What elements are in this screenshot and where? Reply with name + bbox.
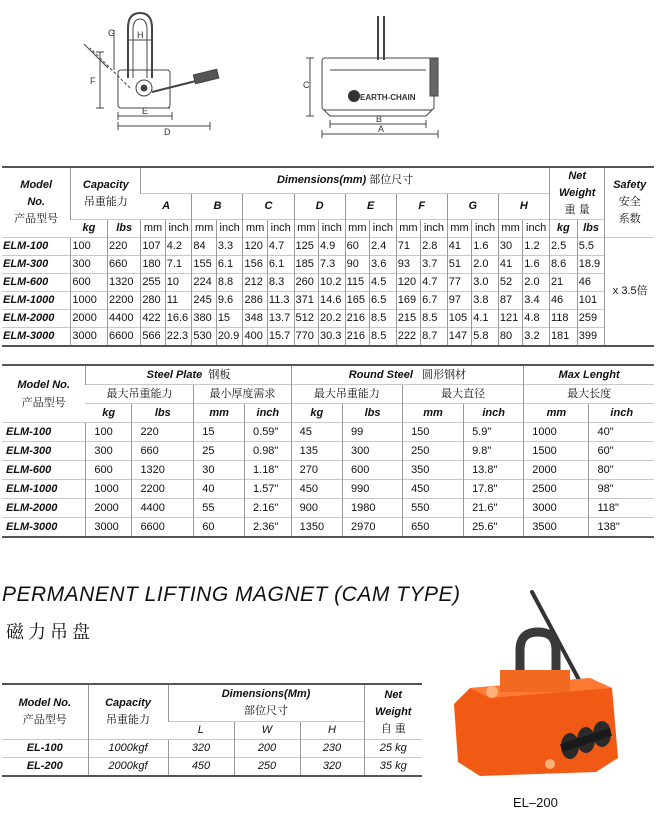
model-cell: ELM-600 (2, 461, 86, 480)
dim-letter-h: H (498, 194, 549, 220)
safety-factor-cell: x 3.5倍 (605, 238, 654, 347)
dimension-cell: 286 (243, 292, 267, 310)
t2-sub-max-capacity-round: 最大吊重能力 (291, 385, 402, 404)
weight-lbs-cell: 259 (577, 310, 605, 328)
t3-header-h: H (300, 722, 364, 740)
dimension-cell: 4.5 (370, 274, 397, 292)
t3-header-capacity: Capacity 吊重能力 (88, 684, 168, 740)
model-cell: ELM-600 (2, 274, 71, 292)
dimension-cell: 147 (447, 328, 471, 347)
weight-cell: 25 kg (364, 740, 422, 758)
value-cell: 1.18" (245, 461, 292, 480)
model-cell: ELM-100 (2, 238, 71, 256)
model-cell: EL-200 (2, 758, 88, 777)
dimension-cell: 8.5 (421, 310, 448, 328)
unit-mm: mm (243, 220, 267, 238)
value-cell: 2000 (524, 461, 589, 480)
weight-kg-cell: 181 (549, 328, 577, 347)
dimension-cell: 348 (243, 310, 267, 328)
dimension-cell: 380 (192, 310, 216, 328)
dim-letter-a: A (141, 194, 192, 220)
unit-inch: inch (267, 220, 294, 238)
value-cell: 0.98" (245, 442, 292, 461)
dimension-cell: 4.9 (318, 238, 345, 256)
dimension-cell: 9.6 (216, 292, 243, 310)
value-cell: 2970 (343, 518, 403, 538)
value-cell: 3500 (524, 518, 589, 538)
dimension-cell: 2.0 (523, 274, 550, 292)
value-cell: 1980 (343, 499, 403, 518)
table-row (2, 442, 654, 461)
section-subtitle: 磁力吊盘 (6, 622, 94, 642)
t3-header-dimensions: Dimensions(Mm) 部位尺寸 (168, 684, 364, 722)
dim-label-f: F (90, 76, 96, 86)
model-cell: ELM-3000 (2, 328, 71, 347)
t2-unit-mm: mm (194, 404, 245, 423)
table-row (2, 518, 654, 538)
dimension-cell: 1.2 (523, 238, 550, 256)
unit-inch: inch (318, 220, 345, 238)
dimension-cell: 8.7 (421, 328, 448, 347)
unit-mm: mm (498, 220, 522, 238)
header-capacity: Capacity 吊重能力 (71, 167, 141, 220)
dimension-cell: 4.8 (523, 310, 550, 328)
dimension-cell: 6.7 (421, 292, 448, 310)
dim-label-e: E (142, 106, 149, 116)
table-row (2, 758, 422, 777)
height-cell: 230 (300, 740, 364, 758)
value-cell: 1000 (524, 423, 589, 442)
dimension-cell: 51 (447, 256, 471, 274)
dimension-cell: 7.3 (318, 256, 345, 274)
unit-weight-lbs: lbs (577, 220, 605, 238)
dimension-cell: 6.5 (370, 292, 397, 310)
dimension-cell: 120 (396, 274, 420, 292)
dimension-cell: 566 (141, 328, 165, 347)
value-cell: 1.57" (245, 480, 292, 499)
dimension-cell: 1.6 (523, 256, 550, 274)
dimension-cell: 30 (498, 238, 522, 256)
value-cell: 600 (86, 461, 132, 480)
dimension-cell: 105 (447, 310, 471, 328)
value-cell: 0.59" (245, 423, 292, 442)
value-cell: 30 (194, 461, 245, 480)
dimension-cell: 7.1 (165, 256, 192, 274)
dim-letter-e: E (345, 194, 396, 220)
t2-unit-inch: inch (464, 404, 524, 423)
value-cell: 270 (291, 461, 342, 480)
value-cell: 2.36" (245, 518, 292, 538)
capacity-kg-cell: 600 (71, 274, 108, 292)
weight-kg-cell: 8.6 (549, 256, 577, 274)
dimension-cell: 4.7 (421, 274, 448, 292)
value-cell: 2200 (132, 480, 194, 499)
magnet-front-diagram (300, 8, 460, 138)
weight-kg-cell: 118 (549, 310, 577, 328)
dimension-cell: 245 (192, 292, 216, 310)
dim-letter-d: D (294, 194, 345, 220)
dimension-cell: 15.7 (267, 328, 294, 347)
dimension-cell: 169 (396, 292, 420, 310)
value-cell: 25 (194, 442, 245, 461)
value-cell: 2.16" (245, 499, 292, 518)
capacity-kg-cell: 1000 (71, 292, 108, 310)
weight-cell: 35 kg (364, 758, 422, 777)
dimension-cell: 8.5 (370, 310, 397, 328)
dimension-cell: 121 (498, 310, 522, 328)
table-row (2, 310, 654, 328)
weight-lbs-cell: 399 (577, 328, 605, 347)
value-cell: 2500 (524, 480, 589, 499)
elm-lifting-table (2, 364, 654, 538)
model-cell: ELM-300 (2, 442, 86, 461)
dimension-cell: 3.4 (523, 292, 550, 310)
value-cell: 1350 (291, 518, 342, 538)
header-safety: Safety 安全 系数 (605, 167, 654, 238)
dim-label-g: G (108, 28, 116, 38)
dimension-cell: 180 (141, 256, 165, 274)
value-cell: 9.8" (464, 442, 524, 461)
t3-header-model: Model No. 产品型号 (2, 684, 88, 740)
value-cell: 100 (86, 423, 132, 442)
dimension-cell: 13.7 (267, 310, 294, 328)
value-cell: 98" (589, 480, 654, 499)
t2-unit-mm: mm (524, 404, 589, 423)
dimension-cell: 125 (294, 238, 318, 256)
dimension-cell: 115 (345, 274, 369, 292)
dimension-cell: 4.2 (165, 238, 192, 256)
unit-mm: mm (447, 220, 471, 238)
value-cell: 25.6" (464, 518, 524, 538)
width-cell: 200 (234, 740, 300, 758)
dimension-cell: 71 (396, 238, 420, 256)
t2-unit-inch: inch (245, 404, 292, 423)
weight-lbs-cell: 18.9 (577, 256, 605, 274)
model-cell: ELM-1000 (2, 480, 86, 499)
weight-kg-cell: 2.5 (549, 238, 577, 256)
dimension-cell: 80 (498, 328, 522, 347)
weight-kg-cell: 46 (549, 292, 577, 310)
t2-unit-kg: kg (86, 404, 132, 423)
dimension-cell: 3.7 (421, 256, 448, 274)
value-cell: 990 (343, 480, 403, 499)
table-row (2, 461, 654, 480)
value-cell: 40" (589, 423, 654, 442)
model-cell: EL-100 (2, 740, 88, 758)
dimension-cell: 107 (141, 238, 165, 256)
dim-label-d: D (164, 127, 171, 137)
table-row (2, 499, 654, 518)
dimension-cell: 10 (165, 274, 192, 292)
weight-lbs-cell: 101 (577, 292, 605, 310)
magnet-side-diagram (60, 8, 230, 138)
table-row (2, 292, 654, 310)
dimension-cell: 5.8 (472, 328, 499, 347)
dimension-cell: 185 (294, 256, 318, 274)
dimension-cell: 222 (396, 328, 420, 347)
value-cell: 4400 (132, 499, 194, 518)
dimension-cell: 30.3 (318, 328, 345, 347)
dimension-cell: 77 (447, 274, 471, 292)
dimension-cell: 530 (192, 328, 216, 347)
dimension-cell: 216 (345, 328, 369, 347)
t2-unit-inch: inch (589, 404, 654, 423)
length-cell: 320 (168, 740, 234, 758)
capacity-lbs-cell: 4400 (108, 310, 141, 328)
dimension-cell: 215 (396, 310, 420, 328)
dimension-cell: 371 (294, 292, 318, 310)
value-cell: 17.8" (464, 480, 524, 499)
dimension-cell: 15 (216, 310, 243, 328)
value-cell: 55 (194, 499, 245, 518)
capacity-lbs-cell: 2200 (108, 292, 141, 310)
value-cell: 80" (589, 461, 654, 480)
photo-caption: EL–200 (513, 795, 558, 810)
unit-inch: inch (421, 220, 448, 238)
unit-lbs: lbs (108, 220, 141, 238)
capacity-kg-cell: 2000 (71, 310, 108, 328)
value-cell: 3000 (86, 518, 132, 538)
t3-header-net-weight: Net Weight 自 重 (364, 684, 422, 740)
value-cell: 13.8" (464, 461, 524, 480)
weight-lbs-cell: 5.5 (577, 238, 605, 256)
dim-letter-b: B (192, 194, 243, 220)
dim-letter-c: C (243, 194, 294, 220)
dimension-cell: 2.8 (421, 238, 448, 256)
capacity-lbs-cell: 220 (108, 238, 141, 256)
weight-kg-cell: 21 (549, 274, 577, 292)
unit-mm: mm (192, 220, 216, 238)
dimension-cell: 212 (243, 274, 267, 292)
value-cell: 1320 (132, 461, 194, 480)
value-cell: 2000 (86, 499, 132, 518)
model-cell: ELM-300 (2, 256, 71, 274)
t2-header-steel-plate: Steel Plate 钢板 (86, 365, 291, 385)
value-cell: 250 (403, 442, 464, 461)
value-cell: 21.6" (464, 499, 524, 518)
dimension-cell: 8.3 (267, 274, 294, 292)
table-row (2, 480, 654, 499)
dimension-cell: 2.0 (472, 256, 499, 274)
t2-sub-max-capacity: 最大吊重能力 (86, 385, 194, 404)
unit-mm: mm (396, 220, 420, 238)
value-cell: 45 (291, 423, 342, 442)
dimension-cell: 1.6 (472, 238, 499, 256)
capacity-kg-cell: 3000 (71, 328, 108, 347)
value-cell: 660 (132, 442, 194, 461)
value-cell: 550 (403, 499, 464, 518)
t2-sub-max-length: 最大长度 (524, 385, 654, 404)
unit-mm: mm (345, 220, 369, 238)
value-cell: 60" (589, 442, 654, 461)
dim-label-c: C (303, 80, 310, 90)
value-cell: 300 (86, 442, 132, 461)
dimension-cell: 4.1 (472, 310, 499, 328)
dimension-cell: 216 (345, 310, 369, 328)
capacity-kg-cell: 100 (71, 238, 108, 256)
table-row (2, 423, 654, 442)
el200-product-photo (440, 586, 652, 786)
value-cell: 60 (194, 518, 245, 538)
value-cell: 220 (132, 423, 194, 442)
value-cell: 15 (194, 423, 245, 442)
unit-weight-kg: kg (549, 220, 577, 238)
dimension-cell: 52 (498, 274, 522, 292)
model-cell: ELM-1000 (2, 292, 71, 310)
t2-sub-min-thickness: 最小厚度需求 (194, 385, 291, 404)
t3-header-w: W (234, 722, 300, 740)
header-net-weight: Net Weight 重 量 (549, 167, 605, 220)
dimension-cell: 400 (243, 328, 267, 347)
dimension-cell: 20.2 (318, 310, 345, 328)
dimension-cell: 10.2 (318, 274, 345, 292)
header-dimensions: Dimensions(mm) 部位尺寸 (141, 167, 550, 194)
dimension-cell: 120 (243, 238, 267, 256)
capacity-lbs-cell: 6600 (108, 328, 141, 347)
capacity-cell: 2000kgf (88, 758, 168, 777)
table-row (2, 274, 654, 292)
dimension-cell: 280 (141, 292, 165, 310)
value-cell: 1000 (86, 480, 132, 499)
model-cell: ELM-2000 (2, 499, 86, 518)
dimension-cell: 3.3 (216, 238, 243, 256)
elm-dimensions-table (2, 166, 654, 347)
dimension-cell: 224 (192, 274, 216, 292)
header-model: Model No. 产品型号 (2, 167, 71, 238)
dimension-cell: 11.3 (267, 292, 294, 310)
model-cell: ELM-100 (2, 423, 86, 442)
dimension-cell: 165 (345, 292, 369, 310)
dimension-cell: 14.6 (318, 292, 345, 310)
dimension-cell: 4.7 (267, 238, 294, 256)
model-cell: ELM-3000 (2, 518, 86, 538)
unit-inch: inch (216, 220, 243, 238)
dim-label-h: H (137, 30, 144, 40)
value-cell: 138" (589, 518, 654, 538)
unit-mm: mm (141, 220, 165, 238)
height-cell: 320 (300, 758, 364, 777)
dimension-cell: 84 (192, 238, 216, 256)
value-cell: 300 (343, 442, 403, 461)
dimension-cell: 3.8 (472, 292, 499, 310)
unit-mm: mm (294, 220, 318, 238)
value-cell: 99 (343, 423, 403, 442)
dimension-cell: 20.9 (216, 328, 243, 347)
table-row (2, 238, 654, 256)
dimension-cell: 3.2 (523, 328, 550, 347)
dimension-cell: 93 (396, 256, 420, 274)
capacity-lbs-cell: 660 (108, 256, 141, 274)
weight-lbs-cell: 46 (577, 274, 605, 292)
dimension-cell: 3.0 (472, 274, 499, 292)
dimension-cell: 90 (345, 256, 369, 274)
t2-unit-lbs: lbs (132, 404, 194, 423)
unit-inch: inch (523, 220, 550, 238)
dimension-cell: 255 (141, 274, 165, 292)
t2-header-max-length: Max Lenght (524, 365, 654, 385)
value-cell: 135 (291, 442, 342, 461)
dimension-cell: 16.6 (165, 310, 192, 328)
value-cell: 650 (403, 518, 464, 538)
t2-header-round-steel: Round Steel 圆形钢材 (291, 365, 524, 385)
value-cell: 600 (343, 461, 403, 480)
dimension-cell: 87 (498, 292, 522, 310)
unit-kg: kg (71, 220, 108, 238)
brand-text: EARTH-CHAIN (360, 93, 416, 102)
dim-letter-f: F (396, 194, 447, 220)
value-cell: 5.9" (464, 423, 524, 442)
dimension-cell: 22.3 (165, 328, 192, 347)
t2-unit-kg: kg (291, 404, 342, 423)
value-cell: 6600 (132, 518, 194, 538)
table-row (2, 256, 654, 274)
capacity-kg-cell: 300 (71, 256, 108, 274)
dimension-cell: 2.4 (370, 238, 397, 256)
dim-label-a: A (378, 124, 385, 134)
capacity-lbs-cell: 1320 (108, 274, 141, 292)
t2-unit-lbs: lbs (343, 404, 403, 423)
unit-inch: inch (472, 220, 499, 238)
dimension-cell: 6.1 (267, 256, 294, 274)
dimension-cell: 770 (294, 328, 318, 347)
dimension-cell: 60 (345, 238, 369, 256)
model-cell: ELM-2000 (2, 310, 71, 328)
value-cell: 450 (403, 480, 464, 499)
dimension-cell: 41 (498, 256, 522, 274)
value-cell: 450 (291, 480, 342, 499)
value-cell: 118" (589, 499, 654, 518)
t2-header-model: Model No. 产品型号 (2, 365, 86, 423)
section-title: PERMANENT LIFTING MAGNET (CAM TYPE) (2, 583, 461, 606)
value-cell: 1500 (524, 442, 589, 461)
value-cell: 150 (403, 423, 464, 442)
dimension-cell: 155 (192, 256, 216, 274)
dimension-cell: 8.8 (216, 274, 243, 292)
width-cell: 250 (234, 758, 300, 777)
dimension-cell: 512 (294, 310, 318, 328)
dimension-cell: 97 (447, 292, 471, 310)
table-row (2, 328, 654, 347)
value-cell: 3000 (524, 499, 589, 518)
unit-inch: inch (370, 220, 397, 238)
dimension-cell: 3.6 (370, 256, 397, 274)
dimension-cell: 8.5 (370, 328, 397, 347)
value-cell: 350 (403, 461, 464, 480)
dimension-cell: 156 (243, 256, 267, 274)
dimension-cell: 11 (165, 292, 192, 310)
dim-label-b: B (376, 114, 383, 124)
t3-header-l: L (168, 722, 234, 740)
dimension-cell: 422 (141, 310, 165, 328)
el-dimensions-table (2, 683, 422, 777)
value-cell: 40 (194, 480, 245, 499)
t2-unit-mm: mm (403, 404, 464, 423)
unit-inch: inch (165, 220, 192, 238)
dimension-cell: 41 (447, 238, 471, 256)
dimension-cell: 260 (294, 274, 318, 292)
t2-sub-max-diameter: 最大直径 (403, 385, 524, 404)
value-cell: 900 (291, 499, 342, 518)
length-cell: 450 (168, 758, 234, 777)
table-row (2, 740, 422, 758)
capacity-cell: 1000kgf (88, 740, 168, 758)
dimension-cell: 6.1 (216, 256, 243, 274)
dim-letter-g: G (447, 194, 498, 220)
